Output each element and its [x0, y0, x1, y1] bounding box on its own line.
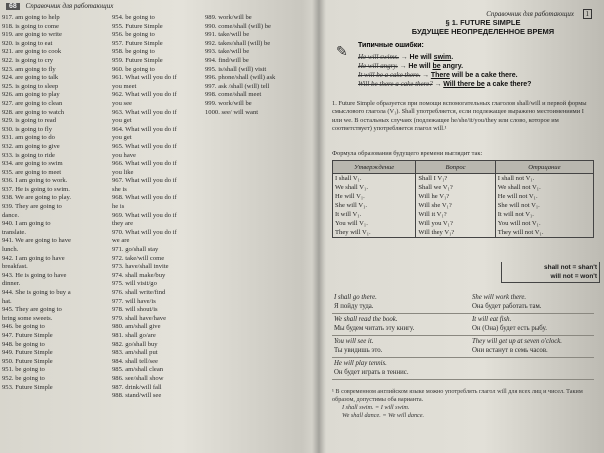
answer-line: 956. be going to [112, 31, 155, 39]
answer-line: 975. will visit/go [112, 280, 157, 288]
typical-errors-box [332, 40, 592, 92]
answer-line: 921. are going to cook [2, 48, 62, 56]
answer-line: 930. is going to fly [2, 125, 53, 133]
wrong-form: Will be there a cake there? [358, 80, 433, 88]
example-english: It will eat fish. [472, 316, 512, 323]
arrow-icon: → [422, 71, 430, 79]
answer-line: 961. What will you do if [112, 74, 177, 82]
answer-line: 953. Future Simple [2, 383, 53, 391]
answer-line: you get [112, 134, 132, 142]
example-russian: Он (Она) будет есть рыбу. [472, 325, 547, 332]
conjugation-row [333, 228, 594, 238]
answer-line: 994. find/will be [205, 56, 249, 64]
answer-line: 947. Future Simple [2, 331, 53, 339]
short-form-shall: shall not = shan't [543, 264, 597, 271]
example-russian: Я пойду туда. [334, 303, 374, 310]
error-example [358, 80, 531, 88]
short-forms-box [501, 262, 600, 283]
answer-line: 924. are going to talk [2, 74, 59, 82]
examples-list [332, 292, 594, 380]
conjugation-table [332, 160, 594, 238]
answer-line: 941. We are going to have [2, 237, 71, 245]
answer-line: 992. takes/shall (will) be [205, 39, 271, 47]
correct-form [443, 81, 531, 88]
answer-line: 954. be going to [112, 14, 155, 21]
pen-icon: ✎ [336, 45, 348, 60]
right-page-number: 1 [583, 9, 593, 19]
answer-line: 983. am/shall put [112, 349, 158, 357]
answer-line: lunch. [2, 246, 19, 254]
header-negative: Отрицание [495, 161, 593, 174]
header-affirmative: Утверждение [333, 161, 416, 174]
wrong-form: He will swims. [358, 53, 400, 61]
answer-line: 979. shall have/have [112, 314, 167, 322]
answer-line: 952. be going to [2, 374, 45, 382]
correct-form-post: a cake there? [484, 81, 532, 88]
answer-line: 933. is going to ride [2, 151, 55, 159]
answer-line: 998. come/shall meet [205, 91, 262, 99]
section-subheading: БУДУЩЕЕ НЕОПРЕДЕЛЕННОЕ ВРЕМЯ [411, 27, 555, 36]
example-row [332, 336, 594, 358]
answer-line: 936. I am going to work. [2, 177, 68, 185]
answer-line: 962. What will you do if [112, 91, 177, 99]
example-russian: Ты увидишь это. [334, 347, 383, 354]
conjugation-row [333, 183, 594, 192]
wrong-form: It will be a cake there. [358, 71, 421, 79]
example-right [472, 293, 600, 311]
correct-form-pre: He will [408, 63, 433, 70]
answer-line: we are [112, 237, 130, 245]
correct-form-post: . [451, 54, 454, 61]
example-row [332, 292, 594, 314]
conjugation-cell: It will not V₁. [495, 210, 593, 219]
answer-line: 944. She is going to buy a [2, 289, 71, 296]
answer-line: 938. We are going to play. [2, 194, 72, 202]
answer-line: he is [112, 203, 125, 211]
section-title [378, 18, 588, 36]
right-running-title: Справочник для работающих [486, 10, 574, 18]
answer-line: 937. He is going to swim. [2, 185, 70, 193]
answer-line: 995. is/shall (will) visit [205, 65, 267, 73]
answer-line: dance. [2, 211, 20, 219]
conjugation-cell: Will you V₁? [416, 219, 495, 228]
answer-line: 971. go/shall stay [112, 246, 159, 254]
correct-form-key: swim [433, 54, 452, 61]
answer-line: 990. come/shall (will) be [205, 22, 271, 30]
correct-form-post: angry. [440, 63, 464, 70]
answer-line: 922. is going to cry [2, 56, 54, 64]
answers-column-3 [205, 14, 305, 117]
answer-line: 931. am going to do [2, 134, 55, 142]
conjugation-cell: She will V₁. [333, 201, 416, 210]
answer-line: you meet [112, 82, 137, 90]
arrow-icon: → [434, 80, 442, 88]
conjugation-cell: Shall we V₁? [416, 183, 495, 192]
right-page [318, 0, 604, 453]
answer-line: 996. phone/shall (will) ask [205, 74, 276, 82]
left-page-header [6, 2, 306, 14]
answer-line: 929. is going to read [2, 117, 57, 125]
answer-line: dinner. [2, 280, 21, 288]
conjugation-cell: You will not V₁. [495, 219, 593, 228]
conjugation-cell: She will not V₁. [495, 201, 593, 210]
answer-line: 945. They are going to [2, 306, 62, 314]
answer-line: she is [112, 185, 127, 193]
wrong-form: He will angry. [358, 62, 398, 70]
answer-line: 980. am/shall give [112, 323, 161, 331]
correct-form-key: be [432, 63, 441, 70]
answer-line: 970. What will you do if [112, 228, 177, 236]
answer-line: 918. is going to come [2, 22, 59, 30]
short-form-will: will not = won't [550, 273, 597, 280]
answer-line: 977. will have/is [112, 297, 156, 305]
example-english: You will see it. [334, 338, 374, 345]
answer-line: breakfast. [2, 263, 28, 271]
answer-line: 987. drink/will fall [112, 383, 162, 391]
answer-line: 968. What will you do if [112, 194, 177, 202]
conjugation-cell: They will V₁. [333, 228, 416, 238]
answer-line: 965. What will you do if [112, 142, 177, 150]
example-russian: Они встанут в семь часов. [472, 347, 548, 354]
answer-line: 935. are going to meet [2, 168, 62, 176]
correct-form-pre: He will [409, 54, 434, 61]
correct-form-key: There [430, 72, 450, 79]
answer-line: you have [112, 151, 136, 159]
answer-line: bring some sweets. [2, 314, 53, 322]
conjugation-row [333, 210, 594, 219]
answer-line: 986. see/shall show [112, 374, 164, 382]
section-heading: § 1. FUTURE SIMPLE [445, 18, 521, 27]
conjugation-cell: Will they V₁? [416, 228, 495, 238]
answer-line: 988. stand/will see [112, 392, 162, 400]
answer-line: 991. take/will be [205, 31, 250, 39]
error-example [358, 62, 463, 70]
example-english: She will work there. [472, 294, 527, 301]
correct-form-post: will be a cake there. [449, 72, 518, 79]
answers-column-1 [2, 14, 112, 392]
answer-line: 942. I am going to have [2, 254, 65, 262]
header-question: Вопрос [416, 161, 495, 174]
answer-line: they are [112, 220, 134, 228]
conjugation-cell: Will it V₁? [416, 210, 495, 219]
footnote-text: ¹ В современном английском языке можно употреблять глагол will для всех лиц и чисел. Таким образом, допустимы оба варианта. [332, 388, 583, 403]
answer-line: 984. shall tell/see [112, 357, 158, 365]
formula-intro: Формула образования будущего времени выглядит так: [332, 150, 483, 157]
answer-line: 989. work/will be [205, 14, 252, 21]
answer-line: you see [112, 99, 132, 107]
answer-line: 993. take/will be [205, 48, 250, 56]
example-right [472, 315, 600, 333]
answer-line: 946. be going to [2, 323, 45, 331]
example-left [334, 315, 462, 333]
conjugation-row [333, 174, 594, 184]
answer-line: 967. What will you do if [112, 177, 177, 185]
answer-line: 920. is going to eat [2, 39, 53, 47]
answer-line: 963. What will you do if [112, 108, 177, 116]
example-russian: Она будет работать там. [472, 303, 542, 310]
footnote-example: We shall dance. = We will dance. [342, 412, 425, 419]
answer-line: translate. [2, 228, 26, 236]
footnote [332, 388, 594, 420]
answer-line: 957. Future Simple [112, 39, 163, 47]
correct-form [408, 63, 463, 70]
conjugation-row [333, 192, 594, 201]
answer-line: you like [112, 168, 134, 176]
conjugation-cell: He will V₁. [333, 192, 416, 201]
answer-line: 951. be going to [2, 366, 45, 374]
answer-line: 925. is going to sleep [2, 82, 59, 90]
conjugation-cell: Will he V₁? [416, 192, 495, 201]
error-example [358, 53, 453, 61]
example-english: We shall read the book. [334, 316, 398, 323]
example-english: I shall go there. [334, 294, 377, 301]
errors-title: Типичные ошибки: [358, 42, 424, 49]
answer-line: 959. Future Simple [112, 56, 163, 64]
answer-line: 997. ask /shall (will) tell [205, 82, 270, 90]
answer-line: 926. am going to play [2, 91, 60, 99]
answer-line: 948. be going to [2, 340, 45, 348]
answer-line: 949. Future Simple [2, 349, 53, 357]
answer-line: 932. am going to give [2, 142, 60, 150]
conjugation-cell: It will V₁. [333, 210, 416, 219]
conjugation-cell: They will not V₁. [495, 228, 593, 238]
example-russian: Мы будем читать эту книгу. [334, 325, 415, 332]
answer-line: 964. What will you do if [112, 125, 177, 133]
example-english: They will get up at seven o'clock. [472, 338, 562, 345]
error-example [358, 71, 518, 79]
conjugation-row [333, 219, 594, 228]
example-left [334, 293, 462, 311]
conjugation-cell: I shall V₁. [333, 174, 416, 184]
answer-line: 974. shall make/buy [112, 271, 166, 279]
answer-line: 999. work/will be [205, 99, 252, 107]
arrow-icon: → [400, 53, 408, 61]
answer-line: 960. be going to [112, 65, 155, 73]
answer-line: 928. are going to watch [2, 108, 65, 116]
answer-line: 985. am/shall clean [112, 366, 164, 374]
left-page-number: 68 [6, 3, 20, 10]
answer-line: hat. [2, 297, 12, 305]
correct-form [410, 54, 454, 61]
answer-line: 982. go/shall buy [112, 340, 158, 348]
conjugation-cell: Shall I V₁? [416, 174, 495, 184]
answers-column-2 [112, 14, 207, 401]
conjugation-cell: You will V₁. [333, 219, 416, 228]
answer-line: 917. am going to help [2, 14, 60, 21]
conjugation-cell: Will she V₁? [416, 201, 495, 210]
conjugation-cell: He will not V₁. [495, 192, 593, 201]
answer-line: 969. What will you do if [112, 211, 177, 219]
answer-line: 943. He is going to have [2, 271, 67, 279]
left-running-title: Справочник для работающих [25, 2, 114, 10]
conjugation-row [333, 201, 594, 210]
answer-line: 973. have/shall invite [112, 263, 169, 271]
correct-form [431, 72, 518, 79]
answer-line: 923. am going to fly [2, 65, 56, 73]
correct-form-key: Will there be [443, 81, 485, 88]
answer-line: 958. be going to [112, 48, 155, 56]
answer-line: 939. They are going to [2, 203, 62, 211]
answer-line: 927. are going to clean [2, 99, 63, 107]
example-right [472, 337, 600, 355]
example-left [334, 359, 462, 377]
conjugation-cell: We shall not V₁. [495, 183, 593, 192]
footnote-example: I shall swim. = I will swim. [342, 404, 410, 411]
answer-line: 981. shall go/are [112, 331, 156, 339]
rule-paragraph: 1. Future Simple образуется при помощи вспомогательных глаголов shall/will и первой формы смыслового глагола (V₁). Shall употребляется, если подлежащее выражено местоимениями I или we. В остальных случаях (подлежащее he/she/it/you/they или слово, которое им соответствует) употребляется глагол will.¹ [332, 100, 587, 132]
answer-line: 955. Future Simple [112, 22, 163, 30]
answer-line: 919. are going to write [2, 31, 62, 39]
answer-line: 950. Future Simple [2, 357, 53, 365]
answer-line: 940. I am going to [2, 220, 51, 228]
example-left [334, 337, 462, 355]
answer-line: 966. What will you do if [112, 160, 177, 168]
answer-line: you get [112, 117, 132, 125]
answer-line: 934. are going to swim [2, 160, 63, 168]
answer-line: 1000. see/ will want [205, 108, 259, 116]
answer-line: 972. take/will come [112, 254, 165, 262]
conjugation-cell: We shall V₁. [333, 183, 416, 192]
answer-line: 978. will shout/is [112, 306, 158, 314]
example-row [332, 314, 594, 336]
answer-line: 976. shall write/find [112, 289, 166, 296]
arrow-icon: → [399, 62, 407, 70]
example-english: He will play tennis. [334, 360, 387, 367]
example-row [332, 358, 594, 380]
conjugation-cell: I shall not V₁. [495, 174, 593, 184]
example-russian: Он будет играть в теннис. [334, 369, 409, 376]
